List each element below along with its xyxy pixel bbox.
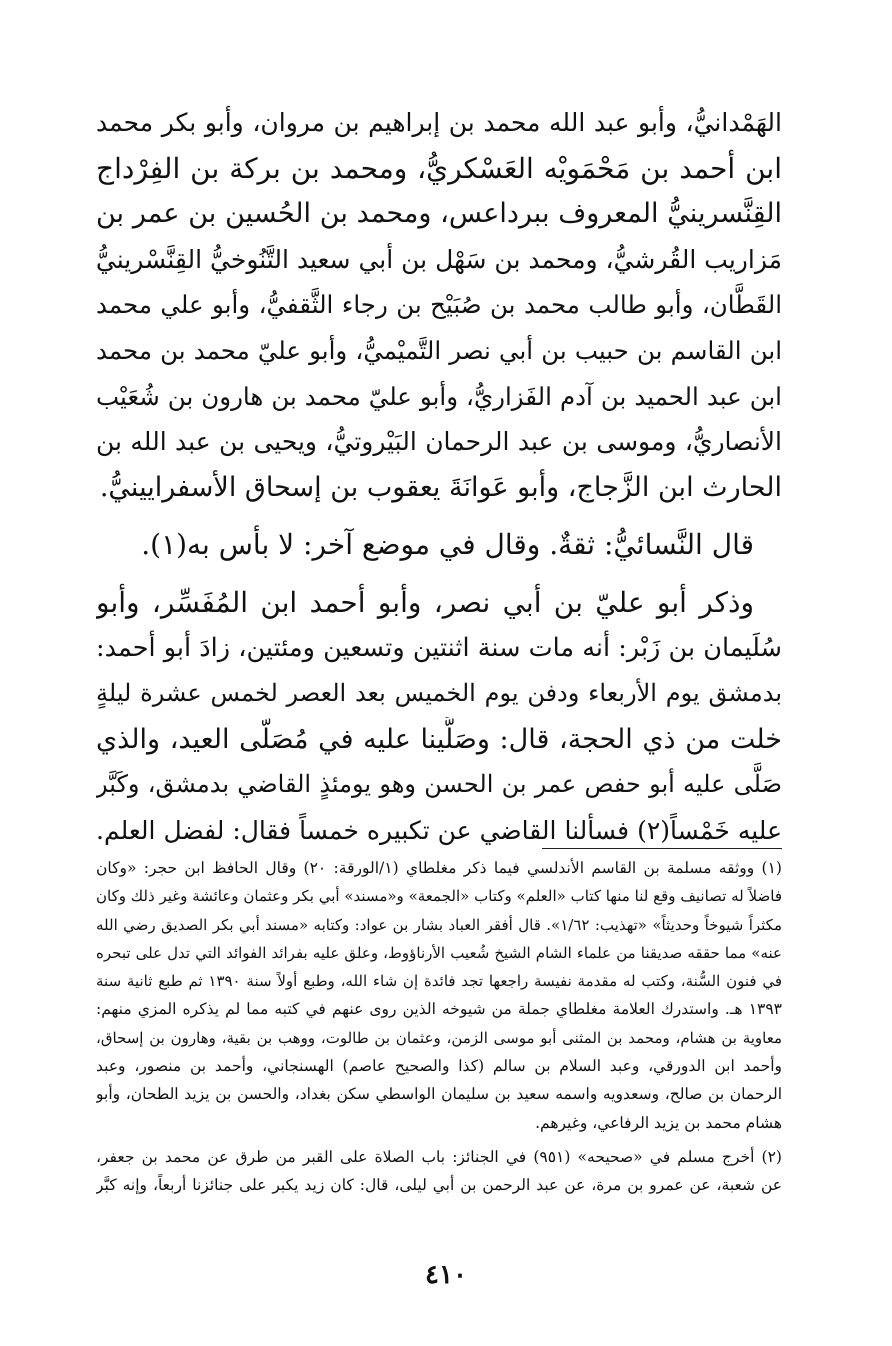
footnote-line: (٢) أخرج مسلم في «صحيحه» (٩٥١) في الجنائز: باب الصلاة على القبر من طرق عن محمد بن جعفر،	[96, 1147, 782, 1166]
page-number: ٤١٠	[425, 1260, 467, 1290]
main-text	[96, 100, 782, 854]
text-line: بدمشق يوم الأربعاء ودفن يوم الخميس بعد العصر لخمس عشرة ليلةٍ	[96, 679, 782, 708]
text-line: ابن عبد الحميد بن آدم الفَزاريُّ، وأبو عليّ محمد بن هارون بن شُعَيْب	[96, 381, 782, 411]
text-line: وذكر أبو عليّ بن أبي نصر، وأبو أحمد ابن المُفَسِّر، وأبو	[96, 585, 754, 619]
footnote-line: (١) ووثقه مسلمة بن القاسم الأندلسي فيما ذكر مغلطاي (١/الورقة: ٢٠) وقال الحافظ ابن حجر: «وكان	[96, 859, 782, 877]
paragraph-nasai	[96, 522, 782, 568]
footnote-line: في فنون السُّنة، وكتب له مقدمة نفيسة راجعها تجد فائدة إن شاء الله، وطبع أولاً سنة ١٣٩٠ ثم طبع ثانية سنة	[96, 972, 782, 991]
text-line: مَزاريب القُرشيُّ، ومحمد بن سَهْل بن أبي سعيد التَّنُوخيُّ القِنَّسْرينيُّ	[96, 244, 782, 274]
paragraph-narrators	[96, 100, 782, 510]
footnote-line: هشام محمد بن يزيد الرفاعي، وغيرهم.	[535, 1113, 782, 1132]
text-line: القِنَّسرينيُّ المعروف ببرداعس، ومحمد بن الحُسين بن عمر بن	[96, 198, 782, 230]
footnotes	[96, 854, 782, 1200]
footnote-line: الرحمان بن صالح، وسعدويه واسمه سعيد بن سليمان الواسطي سكن بغداد، والحسن بن يزيد الطحان، وأبو	[96, 1085, 782, 1104]
footnote-line: فاضلاً له تصانيف وقع لنا منها كتاب «العلم» وكتاب «الجمعة» و«مسند» أبي بكر وعثمان وعائشة وغير ذلك وكان	[96, 887, 782, 906]
text-line: ابن القاسم بن حبيب بن أبي نصر التَّميْميُّ، وأبو عليّ محمد بن محمد	[96, 335, 782, 365]
footnote-2	[96, 1143, 782, 1200]
footnote-1	[96, 854, 782, 1137]
footnote-line: عن شعبة، عن عمرو بن مرة، عن عبد الرحمن بن أبي ليلى، قال: كان زيد يكبر على جنائزنا أربعاً، وإنه كبَّر	[96, 1176, 782, 1195]
footnote-line: مكثراً شيوخاً وحديثاً» «تهذيب: ١/٦٢». قال أفقر العباد بشار بن عواد: وكتابه «مسند أبي بكر الصديق رضي الله	[96, 915, 782, 934]
text-line: صَلَّى عليه أبو حفص عمر بن الحسن وهو يومئذٍ القاضي بدمشق، وكَبَّر	[96, 770, 782, 799]
footnote-line: عنه» مما حققه صديقنا من علماء الشام الشيخ شُعيب الأرناؤوط، وعلق عليه بفرائد الفوائد التي تدل على تبحره	[96, 943, 782, 962]
text-line: الأنصاريُّ، وموسى بن عبد الرحمان البَيْروتيُّ، ويحيى بن عبد الله بن	[96, 427, 782, 457]
footnote-line: معاوية بن هشام، ومحمد بن المثنى أبو موسى الزمن، وعثمان بن طالوت، ووهب بن بقية، وهارون بن إسحاق،	[96, 1028, 782, 1047]
text-line: الهَمْدانيُّ، وأبو عبد الله محمد بن إبراهيم بن مروان، وأبو بكر محمد	[96, 108, 782, 137]
text-line: الحارث ابن الزَّجاج، وأبو عَوانَةَ يعقوب بن إسحاق الأسفرايينيُّ.	[99, 471, 782, 503]
text-line: سُلَيمان بن زَبْر: أنه مات سنة اثنتين وتسعين ومئتين، زادَ أبو أحمد:	[96, 632, 782, 663]
footnote-separator	[542, 848, 782, 849]
paragraph-death	[96, 580, 782, 854]
text-line: خلت من ذي الحجة، قال: وصَلَّينا عليه في مُصَلّى العيد، والذي	[96, 723, 782, 755]
footnote-line: وأحمد ابن الدورقي، وعبد السلام بن سالم (كذا والصحيح عاصم) الهسنجاني، وأحمد بن منصور، وعبد	[96, 1057, 782, 1076]
text-line: عليه خَمْساً(٢) فسألنا القاضي عن تكبيره خمساً فقال: لفضل العلم.	[96, 815, 782, 845]
footnote-line: ١٣٩٣ هـ. واستدرك العلامة مغلطاي جملة من شيوخه الذين روى عنهم في كتبه مما لم يذكره المزي منهم:	[96, 1000, 782, 1019]
text-line: القَطَّان، وأبو طالب محمد بن صُبَيْح بن رجاء الثَّقفيُّ، وأبو علي محمد	[96, 290, 782, 320]
text-line: ابن أحمد بن مَحْمَويْه العَسْكريُّ، ومحمد بن بركة بن الفِرْداج	[96, 151, 782, 185]
text-line: قال النَّسائيُّ: ثقةٌ. وقال في موضع آخر: لا بأس به(١).	[141, 528, 754, 562]
